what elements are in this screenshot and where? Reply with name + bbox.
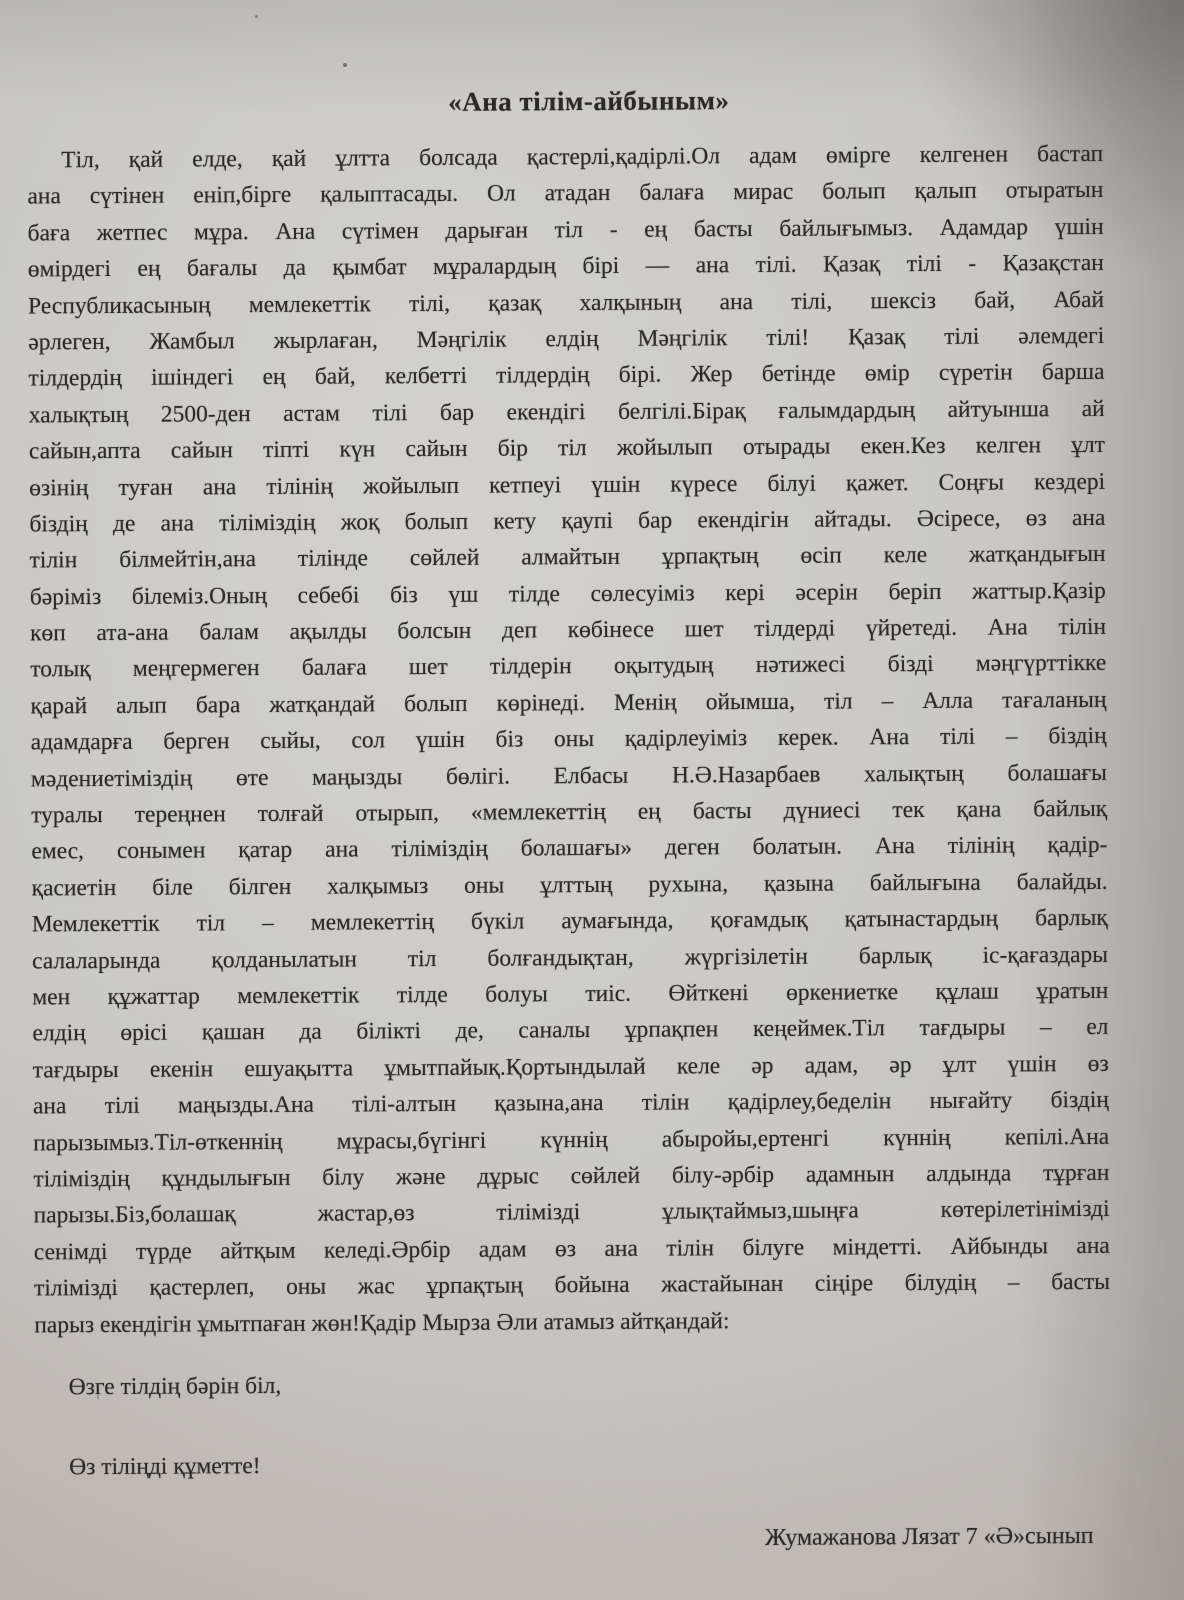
essay-body: [27, 136, 1110, 1343]
text-line: емес, сонымен қатар ана тіліміздің болашағы» деген болатын. Ана тілінің қадір-: [31, 832, 1108, 865]
text-line: Тіл, қай елде, қай ұлтта болсада қастерлі,қадірлі.Ол адам өмірге келгенен бастап: [61, 140, 1104, 174]
text-line: парызы.Біз,болашақ жастар,өз тілімізді ұлықтаймыз,шыңға көтерілетінімізді: [33, 1196, 1110, 1229]
text-line: тілін білмейтін,ана тілінде сөйлей алмайтын ұрпақтың өсіп келе жатқандығын: [29, 541, 1106, 574]
text-line: бәріміз білеміз.Оның себебі біз үш тілде сөлесуіміз кері әсерін беріп жаттыр.Қазір: [29, 577, 1106, 611]
text-line: адамдарға берген сыйы, сол үшін біз оны қадірлеуіміз керек. Ана тілі – біздің: [30, 723, 1107, 756]
text-line: тағдыры екенін ешуақытта ұмытпайық.Қортындылай келе әр адам, әр ұлт үшін өз: [32, 1050, 1109, 1084]
text-line: сенімді түрде айтқым келеді.Әрбір адам өз ана тілін білуге міндетті. Айбынды ана: [33, 1232, 1110, 1266]
text-line: халықтың 2500-ден астам тілі бар екендігі белгілі.Бірақ ғалымдардың айтуынша ай: [28, 395, 1105, 429]
text-line: ана тілі маңызды.Ана тілі-алтын қазына,ана тілін қадірлеу,беделін нығайту біздің: [32, 1087, 1110, 1120]
text-line: парызымыз.Тіл-өткеннің мұрасы,бүгінгі күннің абыройы,ертенгі күннің кепілі.Ана: [33, 1123, 1110, 1156]
document-title: «Ана тілім-айбыным»: [448, 85, 730, 117]
text-line: тілдердің ішіндегі ең бай, келбетті тілдердің бірі. Жер бетінде өмір сүретін барша: [28, 359, 1105, 392]
text-line: Мемлекеттік тіл – мемлекеттің бүкіл аумағында, қоғамдық қатынастардың барлық: [31, 905, 1108, 938]
text-line: парыз екендігін ұмытпаған жөн!Қадір Мырза Әли атамыз айтқандай:: [34, 1307, 730, 1338]
text-line: баға жетпес мұра. Ана сүтімен дарыған тіл - ең басты байлығымыз. Адамдар үшін: [27, 213, 1104, 247]
poem-line: Өзге тілдің бәрін біл,: [68, 1372, 282, 1401]
text-line: салаларында қолданылатын тіл болғандықтан, жүргізілетін барлық іс-қағаздары: [31, 941, 1109, 975]
text-line: толық меңгермеген балаға шет тілдерін оқытудың нәтижесі бізді мәңгүрттікке: [30, 650, 1107, 683]
text-line: тілімізді қастерлеп, оны жас ұрпақтың бойына жастайынан сіңіре білудің – басты: [33, 1268, 1111, 1302]
text-line: туралы тереңнен толғай отырып, «мемлекеттің ең басты дүниесі тек қана байлық: [31, 795, 1108, 829]
text-line: қарай алып бара жатқандай болып көрінеді. Менің ойымша, тіл – Алла тағаланың: [30, 686, 1107, 720]
poem-line: Өз тіліңді құметте!: [69, 1452, 261, 1481]
text-line: мәдениетіміздің өте маңызды бөлігі. Елбасы Н.Ә.Назарбаев халықтың болашағы: [30, 759, 1108, 793]
text-line: өзінің туған ана тілінің жойылып кетпеуі үшін күресе білуі қажет. Соңғы кездері: [29, 468, 1106, 501]
text-line: елдің өрісі қашан да білікті де, саналы ұрпақпен кеңеймек.Тіл тағдыры – ел: [32, 1014, 1109, 1047]
author-signature: Жумажанова Лязат 7 «Ә»сынып: [764, 1522, 1094, 1551]
text-line: әрлеген, Жамбыл жырлаған, Мәңгілік елдің Мәңгілік тілі! Қазақ тілі әлемдегі: [28, 322, 1105, 356]
text-line: ана сүтінен еніп,бірге қалыптасады. Ол атадан балаға мирас болып қалып отыратын: [27, 177, 1104, 210]
text-line: мен құжаттар мемлекеттік тілде болуы тиіс. Өйткені өркениетке құлаш ұратын: [32, 977, 1109, 1011]
text-line: қасиетін біле білген халқымыз оны ұлттың рухына, қазына байлығына балайды.: [31, 868, 1108, 902]
text-line: көп ата-ана балам ақылды болсын деп көбінесе шет тілдерді үйретеді. Ана тілін: [29, 613, 1107, 647]
text-line: сайын,апта сайын тіпті күн сайын бір тіл жойылып отырады екен.Кез келген ұлт: [28, 431, 1106, 465]
text-line: өмірдегі ең бағалы да қымбат мұралардың бірі — ана тілі. Қазақ тілі - Қазақстан: [27, 250, 1104, 283]
text-line: біздің де ана тіліміздің жоқ болып кету қаупі бар екендігін айтады. Әсіресе, өз ана: [29, 504, 1106, 538]
poem-block: [69, 1362, 1184, 1485]
text-line: тіліміздің құндылығын білу және дұрыс сөйлей білу-әрбір адамнын алдында тұрған: [33, 1159, 1110, 1193]
text-line: Республикасының мемлекеттік тілі, қазақ халқының ана тілі, шексіз бай, Абай: [27, 286, 1105, 320]
